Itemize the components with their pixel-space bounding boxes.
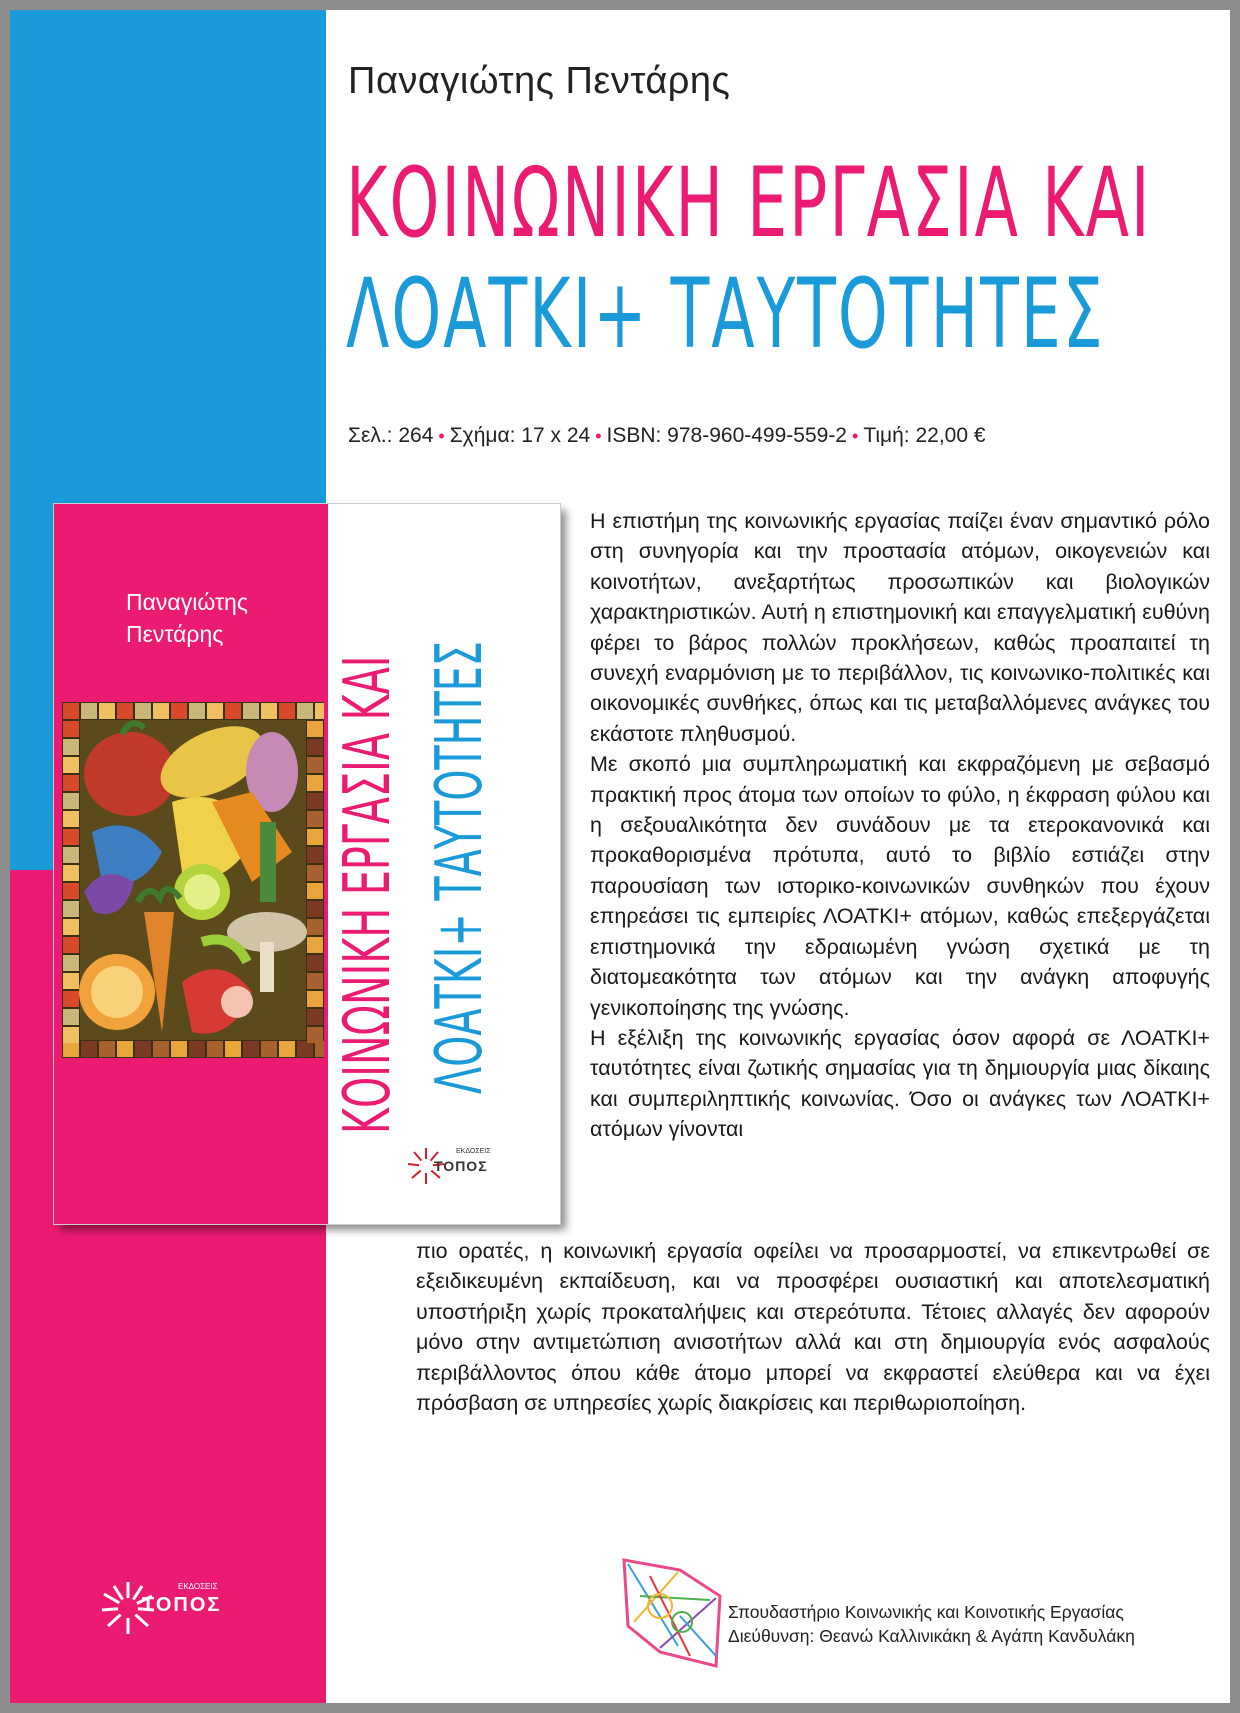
paragraph-3-start: Η εξέλιξη της κοινωνικής εργασίας όσον αφορά σε ΛΟΑΤΚΙ+ ταυτότητες είναι ζωτικής σημασίας για τη δημιουργία μιας δίκαιης και συμπεριληπτικής κοινωνίας. Όσο οι ανάγκες των ΛΟΑΤΚΙ+ ατόμων γίνονται (590, 1025, 1210, 1142)
paragraph-2: Με σκοπό μια συμπληρωματική και εκφραζόμενη με σεβασμό πρακτική προς άτομα των οποίων το φύλο, η έκφραση φύλου και η σεξουαλικότητα δεν συνάδουν με τα ετεροκανονικά και προκαθορισμένα πρότυπα, αυτό το βιβλίο εστιάζει στην παρουσίαση των ιστορικο-κοινωνικών συνθηκών που έχουν επηρεάσει τις εμπειρίες ΛΟΑΤΚΙ+ ατόμων, καθώς επεξεργάζεται επιστημονικά την εδραιωμένη γνώση σχετικά με τη διατομεακότητα των ατόμων και την ανάγκη αποφυγής γενικοποίησης της γνώσης. (590, 752, 1210, 1020)
cover-author-line2: Πεντάρης (126, 621, 224, 647)
book-meta (348, 424, 986, 448)
book-cover (54, 504, 560, 1224)
publisher-logo-small: ΕΚΔΟΣΕΙΣ (178, 1582, 218, 1591)
cover-publisher-small: ΕΚΔΟΣΕΙΣ (456, 1148, 491, 1155)
lab-credit (728, 1600, 1135, 1648)
description-column-upper (590, 506, 1210, 1145)
meta-isbn: ISBN: 978-960-499-559-2 (606, 424, 847, 447)
title-line-2: ΛΟΑΤΚΙ+ ΤΑΥΤΟΤΗΤΕΣ (346, 258, 1105, 370)
cover-author-line1: Παναγιώτης (126, 589, 248, 615)
author-name: Παναγιώτης Πεντάρης (348, 60, 731, 102)
lab-logo-icon (620, 1556, 730, 1676)
meta-separator: • (595, 426, 602, 446)
paragraph-3-end: πιο ορατές, η κοινωνική εργασία οφείλει να προσαρμοστεί, να επικεντρωθεί σε εξειδικευμένη εκπαίδευση, και να προσφέρει ουσιαστική και αποτελεσματική υποστήριξη χωρίς προκαταλήψεις και στερεότυπα. Τέτοιες αλλαγές δεν αφορούν μόνο στην αντιμετώπιση ανισοτήτων αλλά και στη δημιουργία ενός ασφαλούς περιβάλλοντος όπου κάθε άτομο μπορεί να εκφραστεί ελεύθερα και να έχει πρόσβαση σε υπηρεσίες χωρίς διακρίσεις και περιθωριοποίηση. (416, 1239, 1210, 1416)
meta-pages: Σελ.: 264 (348, 424, 434, 447)
cover-author (126, 586, 316, 650)
description-column-lower (416, 1236, 1210, 1418)
lab-name: Σπουδαστήριο Κοινωνικής και Κοινοτικής Εργασίας (728, 1602, 1124, 1622)
cover-title-line-1: ΚΟΙΝΩΝΙΚΗ ΕΡΓΑΣΙΑ ΚΑΙ (331, 655, 405, 1134)
cover-publisher-name: ΤΟΠΟΣ (434, 1158, 488, 1174)
meta-format: Σχήμα: 17 x 24 (449, 424, 591, 447)
mosaic-svg (62, 702, 324, 1058)
meta-separator: • (852, 426, 859, 446)
paragraph-1: Η επιστήμη της κοινωνικής εργασίας παίζει έναν σημαντικό ρόλο στη συνηγορία και την προστασία ατόμων, οικογενειών και κοινοτήτων, ανεξαρτήτως προσωπικών και βιολογικών χαρακτηριστικών. Αυτή η επιστημονική και επαγγελματική ευθύνη φέρει το βάρος πολλών προκλήσεων, καθώς προαπαιτεί τη συνεχή εναρμόνιση με το περιβάλλον, τις κοινωνικο-πολιτικές και οικονομικές συνθήκες, όπως και τις μεταβαλλόμενες ανάγκες του εκάστοτε πληθυσμού. (590, 509, 1210, 746)
meta-separator: • (438, 426, 445, 446)
title-line-1: ΚΟΙΝΩΝΙΚΗ ΕΡΓΑΣΙΑ ΚΑΙ (346, 147, 1152, 259)
publisher-logo-name: ΤΟΠΟΣ (142, 1594, 222, 1616)
page (10, 10, 1230, 1703)
meta-price: Τιμή: 22,00 € (863, 424, 986, 447)
cover-mosaic-illustration (62, 702, 324, 1058)
publisher-logo (100, 1580, 240, 1640)
cover-title-line-2: ΛΟΑΤΚΙ+ ΤΑΥΤΟΤΗΤΕΣ (423, 641, 497, 1094)
cover-publisher-logo (406, 1144, 516, 1190)
lab-directors: Διεύθυνση: Θεανώ Καλλινικάκη & Αγάπη Κανδυλάκη (728, 1626, 1135, 1646)
